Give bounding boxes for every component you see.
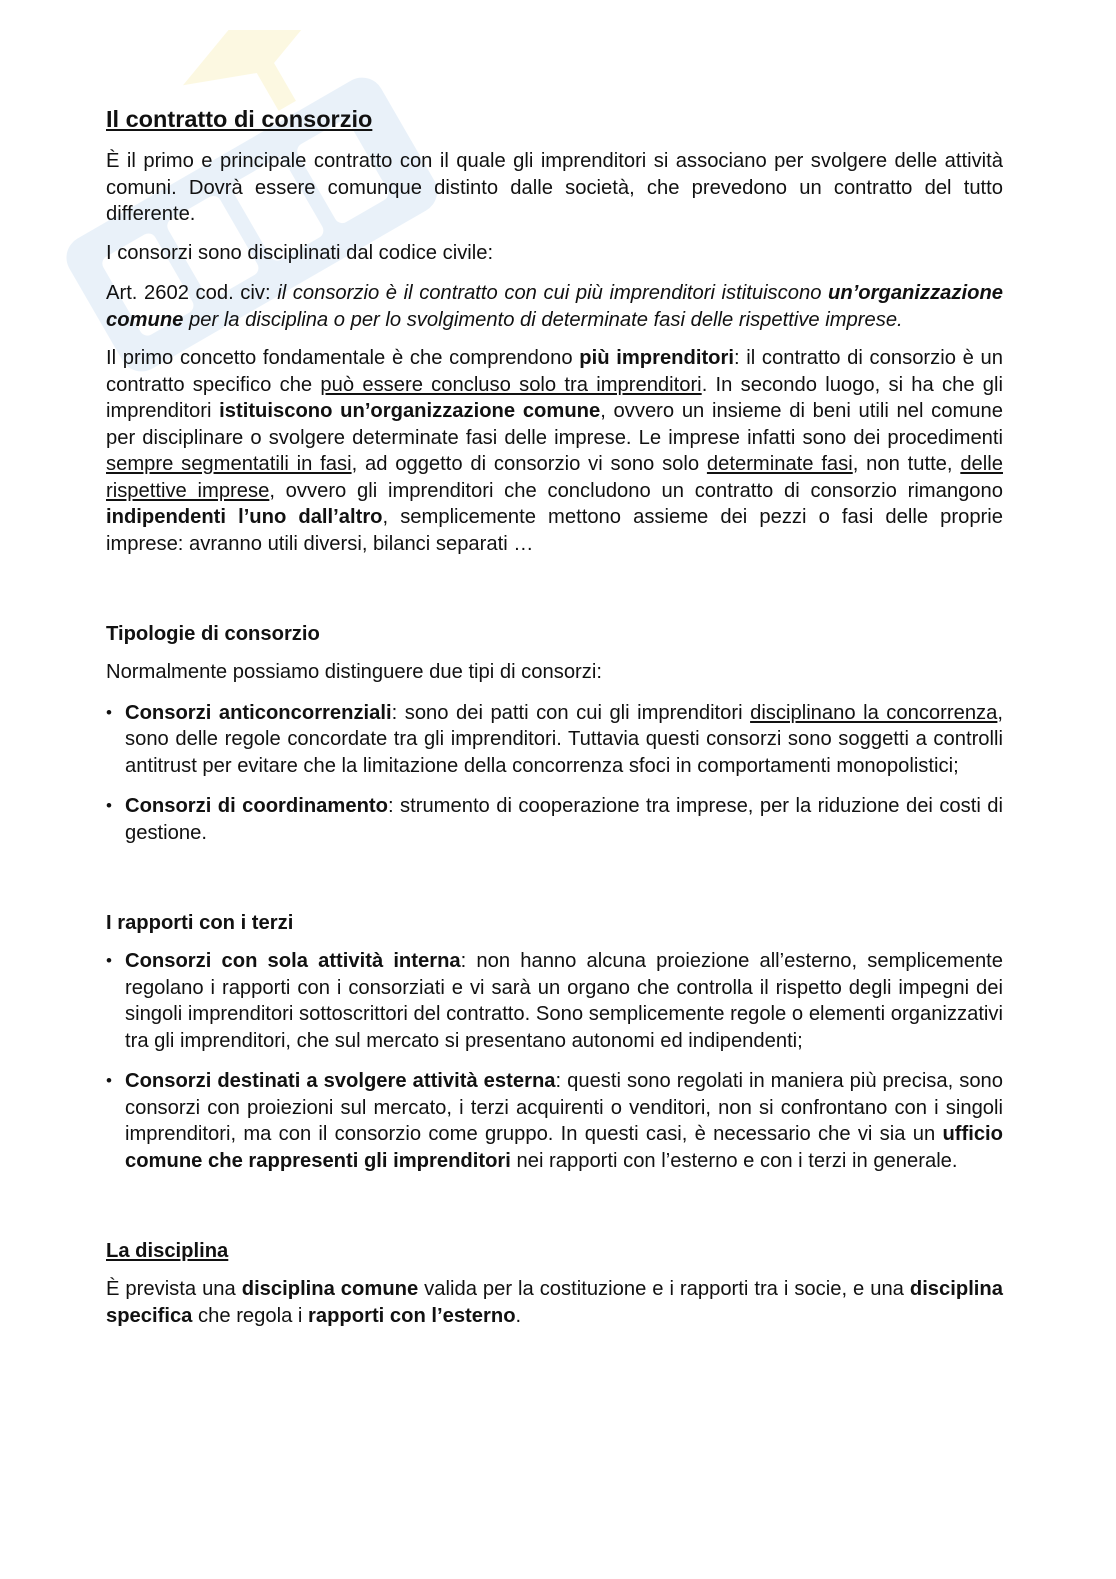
concepts-paragraph <box>106 345 1003 557</box>
section-heading-rapporti: I rapporti con i terzi <box>106 912 294 934</box>
text-run: , sono delle regole concordate tra gli imprenditori. Tuttavia questi consorzi sono soggetti a controlli antitrust per evitare che la limitazione della concorrenza sfoci in comportamenti monopolistici; <box>125 701 1003 777</box>
underline-run: disciplinano la concorrenza <box>750 701 998 724</box>
text-run: , non tutte, <box>852 453 961 475</box>
bold-run: ufficio comune che rappresenti gli imprenditori <box>125 1123 1003 1172</box>
article-quote <box>106 280 1003 333</box>
text-run: : il contratto di consorzio è un contratto specifico che <box>106 347 1003 396</box>
bullet-anticoncorrenziali <box>106 700 1003 780</box>
text-run: : sono dei patti con cui gli imprenditori <box>391 701 751 724</box>
section-heading-tipologie: Tipologie di consorzio <box>106 623 320 645</box>
text-run: nei rapporti con l’esterno e con i terzi in generale. <box>510 1149 958 1172</box>
text-run: Il primo concetto fondamentale è che comprendono <box>106 347 580 369</box>
text-run: : questi sono regolati in maniera più precisa, sono consorzi con proiezioni sul mercato, i terzi acquirenti o venditori, non si confrontano con i singoli imprenditori, ma con il consorzio come gruppo. In questi casi, è necessario che vi sia un <box>125 1070 1004 1145</box>
bullet-term: Consorzi destinati a svolgere attività esterna <box>125 1070 556 1092</box>
bullet-attivita-esterna <box>106 1068 1003 1174</box>
bold-run: disciplina comune <box>241 1278 419 1300</box>
bold-run: istituiscono un’organizzazione comune <box>219 400 601 422</box>
text-run: che regola i <box>192 1304 309 1327</box>
article-italic-2: per la disciplina o per lo svolgimento di determinate fasi delle rispettive imprese. <box>183 308 903 331</box>
bullet-term: Consorzi con sola attività interna <box>125 950 461 972</box>
text-run: , ovvero un insieme di beni utili nel comune per disciplinare o svolgere determinate fasi delle imprese. Le imprese infatti sono dei procedimenti <box>106 400 1003 449</box>
bold-run: più imprenditori <box>579 347 734 369</box>
bullet-term: Consorzi anticoncorrenziali <box>125 701 392 724</box>
text-run: valida per la costituzione e i rapporti tra i socie, e una <box>418 1278 910 1300</box>
intro-codice-civile: I consorzi sono disciplinati dal codice civile: <box>106 241 494 264</box>
bold-run: indipendenti l’uno dall’altro <box>106 506 383 528</box>
text-run: , ad oggetto di consorzio vi sono solo <box>351 453 707 475</box>
underline-run: sempre segmentatili in fasi <box>106 453 352 475</box>
disciplina-paragraph <box>106 1276 1003 1329</box>
underline-run: può essere concluso solo tra imprenditori <box>320 373 702 396</box>
text-run: : strumento di cooperazione tra imprese, per la riduzione dei costi di gestione. <box>125 795 1003 844</box>
article-lead: Art. 2602 cod. civ: <box>106 282 278 304</box>
bullet-attivita-interna <box>106 948 1003 1054</box>
underline-run: delle rispettive imprese <box>106 453 1003 502</box>
document-page <box>106 104 1003 1329</box>
text-run: : non hanno alcuna proiezione all’esterno, semplicemente regolano i rapporti con i consorziati e vi sarà un organo che controlla il rispetto degli impegni dei singoli imprenditori sottoscrittori del contratto. Sono semplicemente regole o elementi organizzativi tra gli imprenditori, che sul mercato si presentano autonomi ed indipendenti; <box>125 950 1004 1052</box>
document-title: Il contratto di consorzio <box>106 106 373 132</box>
bullet-coordinamento <box>106 793 1003 846</box>
underline-run: determinate fasi <box>706 453 853 475</box>
intro-paragraph: È il primo e principale contratto con il quale gli imprenditori si associano per svolgere delle attività comuni. Dovrà essere comunque distinto dalle società, che prevedono un contratto del tutto differente. <box>106 150 1003 225</box>
tipologie-intro: Normalmente possiamo distinguere due tipi di consorzi: <box>106 661 602 683</box>
text-run: . <box>515 1304 522 1327</box>
bullet-term: Consorzi di coordinamento <box>125 795 388 817</box>
bold-run: disciplina specifica <box>106 1278 1003 1327</box>
section-heading-disciplina: La disciplina <box>106 1240 229 1262</box>
article-bold-italic: un’organizzazione comune <box>106 282 1003 331</box>
text-run: , ovvero gli imprenditori che concludono un contratto di consorzio rimangono <box>269 479 1003 502</box>
bold-run: rapporti con l’esterno <box>308 1304 516 1327</box>
article-italic-1: il consorzio è il contratto con cui più imprenditori istituiscono <box>277 282 829 304</box>
text-run: , semplicemente mettono assieme dei pezzi o fasi delle proprie imprese: avranno utili diversi, bilanci separati … <box>106 506 1003 555</box>
text-run: . In secondo luogo, si ha che gli imprenditori <box>106 373 1004 422</box>
text-run: È prevista una <box>106 1278 242 1300</box>
